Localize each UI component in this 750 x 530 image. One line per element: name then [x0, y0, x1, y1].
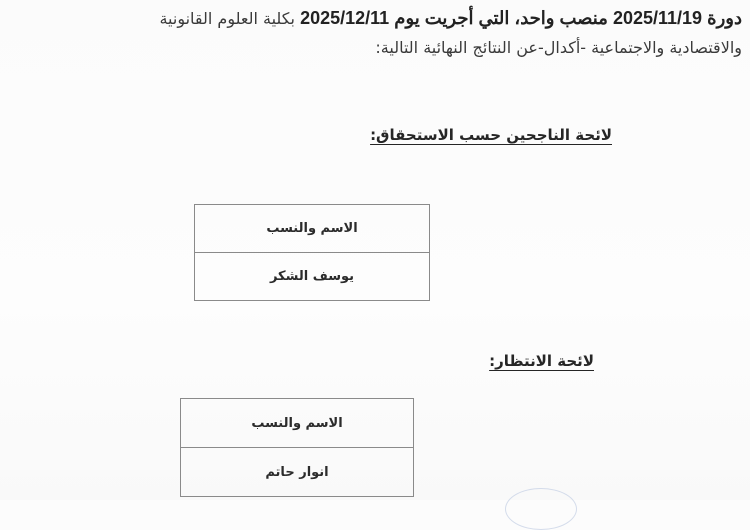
table-header-row — [195, 205, 430, 253]
session-date: 2025/11/19 — [612, 8, 703, 28]
column-header-name: الاسم والنسب — [195, 205, 430, 253]
intro-line-2: والاقتصادية والاجتماعية -أكدال-عن النتائج النهائية التالية: — [375, 38, 742, 57]
merit-list-heading: لائحة الناجحين حسب الاستحقاق: — [370, 126, 612, 144]
intro-paragraph — [7, 4, 742, 62]
table-row — [181, 448, 414, 497]
waiting-list-table — [180, 398, 414, 497]
candidate-name: انوار حاتم — [181, 448, 414, 497]
column-header-name: الاسم والنسب — [181, 399, 414, 448]
merit-list-table — [194, 204, 430, 301]
table-header-row — [181, 399, 414, 448]
waiting-list-heading: لائحة الانتظار: — [489, 352, 594, 370]
candidate-name: يوسف الشكر — [195, 253, 430, 301]
table-row — [195, 253, 430, 301]
exam-date: 2025/12/11 — [300, 8, 390, 28]
intro-suffix: بكلية العلوم القانونية — [159, 9, 295, 28]
intro-prefix: دورة — [707, 8, 742, 28]
intro-line-1 — [7, 4, 742, 33]
intro-middle: منصب واحد، التي أجريت يوم — [394, 8, 608, 28]
official-stamp — [505, 488, 577, 530]
